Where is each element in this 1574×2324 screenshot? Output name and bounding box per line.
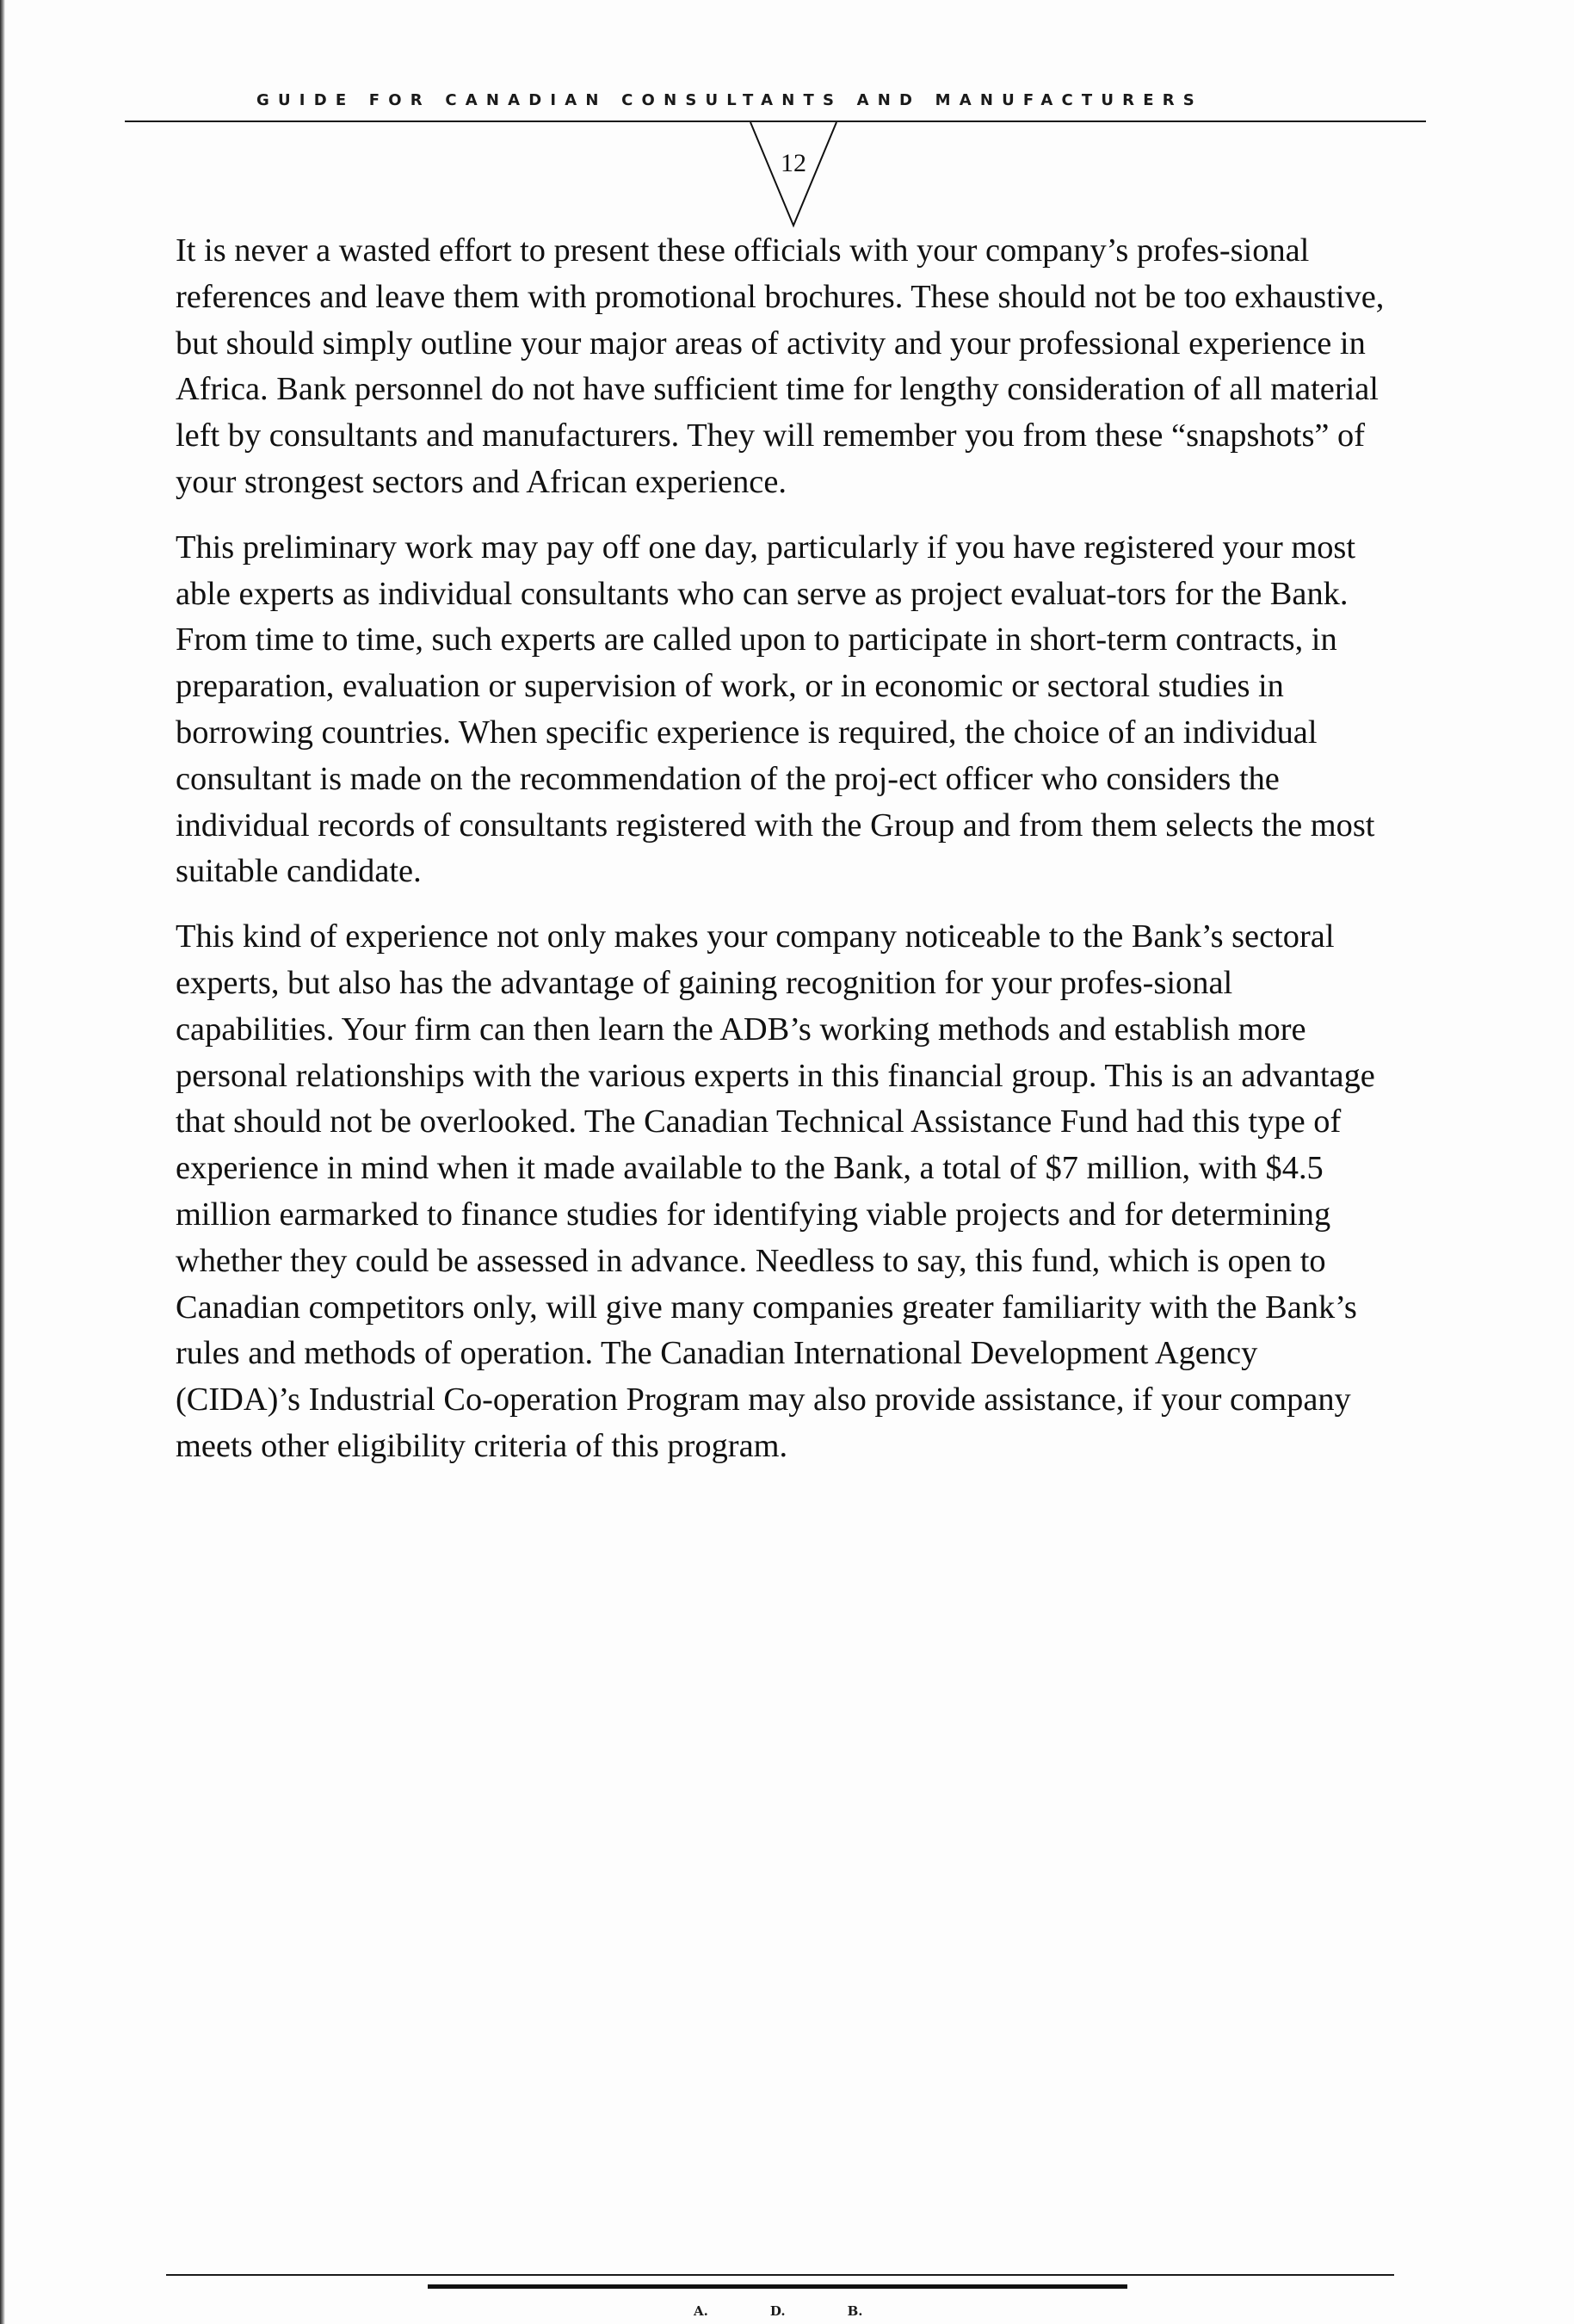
footer-rule: [166, 2274, 1394, 2276]
paragraph: It is never a wasted effort to present these officials with your company’s profes-sional references and leave them with promotional brochures. These should not be too exhaustive, but should simply outline your major areas of activity and your professional experience in Africa. Bank personnel do not have sufficient time for lengthy consideration of all material left by consultants and manufacturers. They will remember you from these “snapshots” of your strongest sectors and African experience.: [176, 232, 1385, 500]
page-number-badge: [748, 121, 839, 229]
paragraph: This kind of experience not only makes your company noticeable to the Bank’s sectoral experts, but also has the advantage of gaining recognition for your profes-sional capabilities. Your firm can then learn the ADB’s working methods and establish more personal relationships with the various experts in this financial group. This is an advantage that should not be overlooked. The Canadian Technical Assistance Fund had this type of experience in mind when it made available to the Bank, a total of $7 million, with $4.5 million earmarked to finance studies for identifying viable projects and for determining whether they could be assessed in advance. Needless to say, this fund, which is open to Canadian competitors only, will give many companies greater familiarity with the Bank’s rules and methods of operation. The Canadian International Development Agency (CIDA)’s Industrial Co-operation Program may also provide assistance, if your company meets other eligibility criteria of this program.: [176, 918, 1375, 1464]
page-number: 12: [781, 149, 806, 177]
scan-edge-shadow: [0, 0, 5, 2324]
footer-letter: A.: [694, 2303, 708, 2319]
footer-abbreviation: [694, 2303, 862, 2319]
running-head: GUIDE FOR CANADIAN CONSULTANTS AND MANUFACTURERS: [256, 91, 1203, 109]
footer-letter: B.: [847, 2303, 863, 2319]
body-text: [176, 228, 1389, 1470]
footer-letter: D.: [769, 2303, 786, 2319]
footer-rule-bold: [428, 2284, 1127, 2289]
paragraph: This preliminary work may pay off one day, particularly if you have registered your most able experts as individual consultants who can serve as project evaluat-tors for the Bank. From time to time, such experts are called upon to participate in short-term contracts, in preparation, evaluation or supervision of work, or in economic or sectoral studies in borrowing countries. When specific experience is required, the choice of an individual consultant is made on the recommendation of the proj-ect officer who considers the individual records of consultants registered with the Group and from them selects the most suitable candidate.: [176, 528, 1375, 890]
